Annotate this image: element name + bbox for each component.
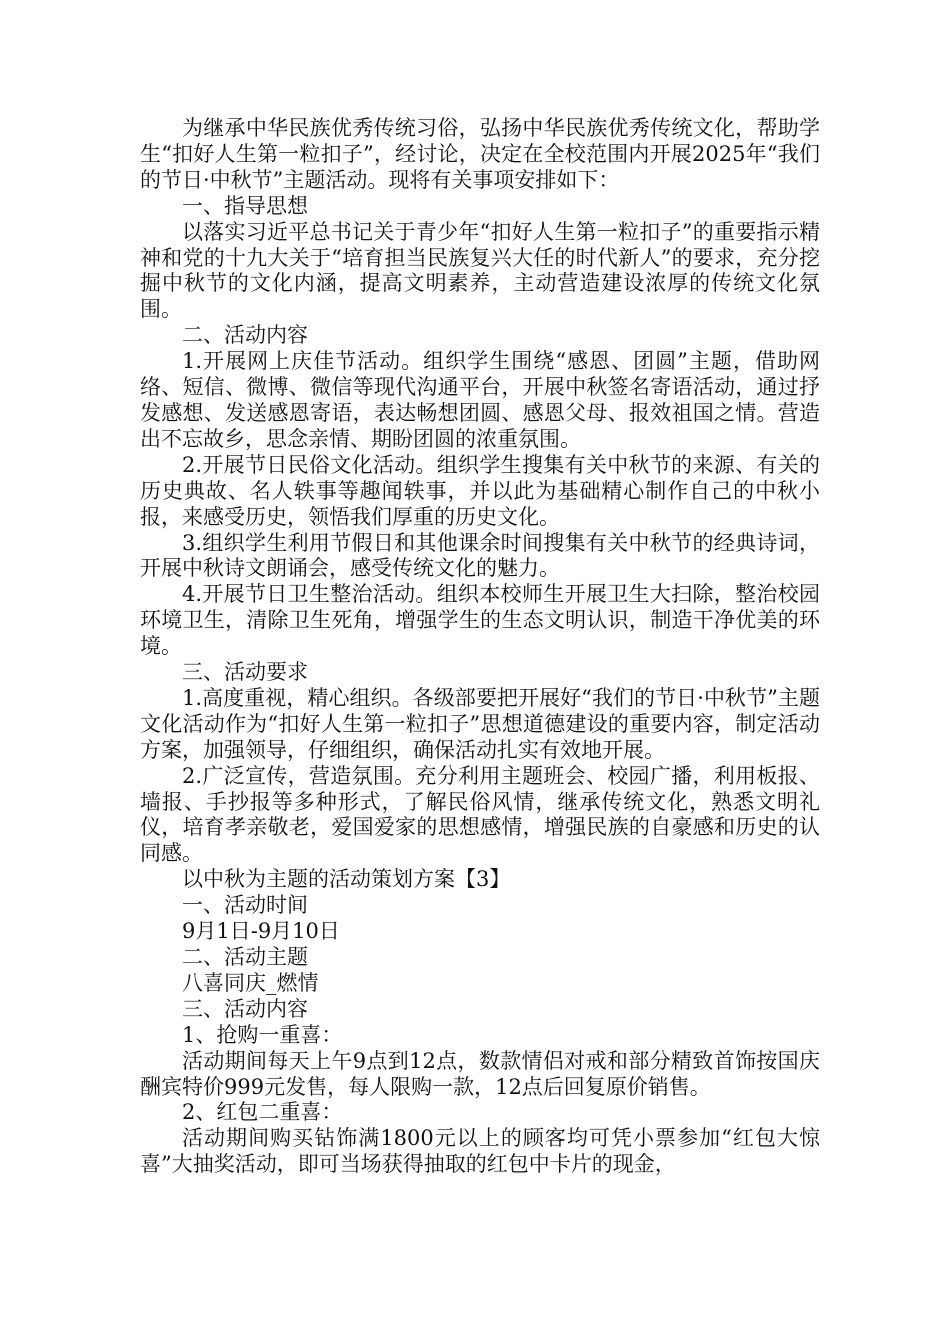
body-paragraph: 活动期间每天上午9点到12点，数款情侣对戒和部分精致首饰按国庆酬宾特价999元发售，每人限购一款，12点后回复原价销售。 xyxy=(140,1048,820,1099)
section-heading: 三、活动内容 xyxy=(182,996,308,1021)
section-heading: 三、活动要求 xyxy=(182,660,308,685)
section-heading: 二、活动主题 xyxy=(182,945,308,969)
document-body xyxy=(140,116,820,1178)
plan-title: 以中秋为主题的活动策划方案【3】 xyxy=(182,867,511,892)
body-paragraph: 1.高度重视，精心组织。各级部要把开展好“我们的节日·中秋节”主题文化活动作为“扣好人生第一粒扣子”思想道德建设的重要内容，制定活动方案，加强领导，仔细组织，确保活动扎实有效地开展。 xyxy=(140,685,820,762)
body-paragraph: 3.组织学生利用节假日和其他课余时间搜集有关中秋节的经典诗词，开展中秋诗文朗诵会，感受传统文化的魅力。 xyxy=(140,530,820,581)
subsection-heading: 2、红包二重喜： xyxy=(182,1100,343,1125)
intro-paragraph: 为继承中华民族优秀传统习俗，弘扬中华民族优秀传统文化，帮助学生“扣好人生第一粒扣子”，经讨论，决定在全校范围内开展2025年“我们的节日·中秋节”主题活动。现将有关事项安排如下： xyxy=(140,116,820,192)
body-paragraph: 9月1日-9月10日 xyxy=(182,919,340,944)
section-heading: 一、指导思想 xyxy=(182,193,308,218)
section-heading: 一、活动时间 xyxy=(182,893,308,918)
section-heading: 二、活动内容 xyxy=(182,323,308,348)
body-paragraph: 活动期间购买钻饰满1800元以上的顾客均可凭小票参加“红包大惊喜”大抽奖活动，即可当场获得抽取的红包中卡片的现金， xyxy=(140,1126,820,1177)
body-paragraph: 1.开展网上庆佳节活动。组织学生围绕“感恩、团圆”主题，借助网络、短信、微博、微信等现代沟通平台，开展中秋签名寄语活动，通过抒发感想、发送感恩寄语，表达畅想团圆、感恩父母、报效祖国之情。营造出不忘故乡，思念亲情、期盼团圆的浓重氛围。 xyxy=(140,349,820,451)
body-paragraph: 2.开展节日民俗文化活动。组织学生搜集有关中秋节的来源、有关的历史典故、名人轶事等趣闻轶事，并以此为基础精心制作自己的中秋小报，来感受历史，领悟我们厚重的历史文化。 xyxy=(140,452,820,529)
body-paragraph: 4.开展节日卫生整治活动。组织本校师生开展卫生大扫除，整治校园环境卫生，清除卫生死角，增强学生的生态文明认识，制造干净优美的环境。 xyxy=(140,582,820,659)
body-paragraph: 2.广泛宣传，营造氛围。充分利用主题班会、校园广播，利用板报、墙报、手抄报等多种形式，了解民俗风情，继承传统文化，熟悉文明礼仪，培育孝亲敬老，爱国爱家的思想感情，增强民族的自豪感和历史的认同感。 xyxy=(140,763,820,866)
body-paragraph: 八喜同庆_燃情 xyxy=(182,970,319,995)
body-paragraph: 以落实习近平总书记关于青少年“扣好人生第一粒扣子”的重要指示精神和党的十九大关于“培育担当民族复兴大任的时代新人”的要求，充分挖掘中秋节的文化内涵，提高文明素养，主动营造建设浓厚的传统文化氛围。 xyxy=(140,219,820,322)
subsection-heading: 1、抢购一重喜： xyxy=(182,1022,343,1047)
